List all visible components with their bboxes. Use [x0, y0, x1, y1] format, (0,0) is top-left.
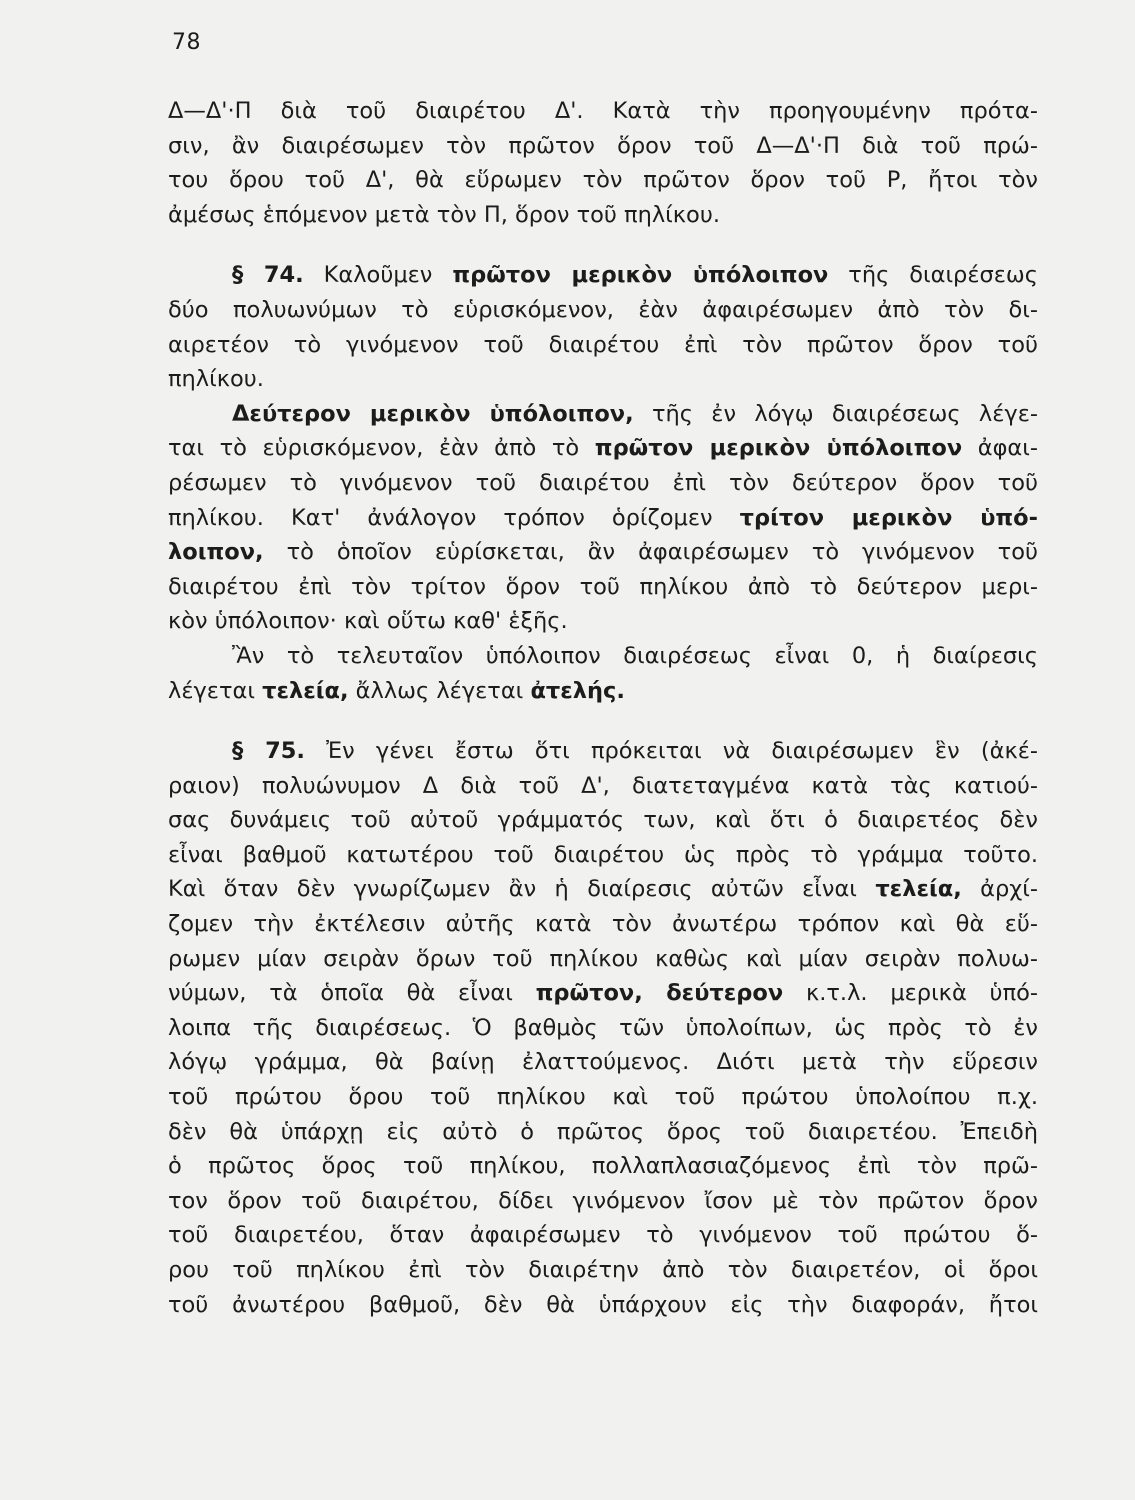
- text-line: Καὶ ὅταν δὲν γνωρίζωμεν ἂν ἡ διαίρεσις αὐτῶν εἶναι τελεία, ἀρχί-: [168, 876, 1038, 903]
- text-line: ται τὸ εὑρισκόμενον, ἐὰν ἀπὸ τὸ πρῶτον μερικὸν ὑπόλοιπον ἀφαι-: [168, 435, 1038, 462]
- text-line: νύμων, τὰ ὁποῖα θὰ εἶναι πρῶτον, δεύτερον κ.τ.λ. μερικὰ ὑπό-: [168, 980, 1039, 1007]
- text-line: ρωμεν μίαν σειρὰν ὅρων τοῦ πηλίκου καθὼς καὶ μίαν σειρὰν πολυω-: [168, 945, 1038, 972]
- text-line: ἀμέσως ἑπόμενον μετὰ τὸν Π, ὅρον τοῦ πηλίκου.: [168, 201, 720, 228]
- text-line: σας δυνάμεις τοῦ αὐτοῦ γράμματός των, καὶ ὅτι ὁ διαιρετέος δὲν: [168, 807, 1038, 834]
- text-line: εἶναι βαθμοῦ κατωτέρου τοῦ διαιρέτου ὡς πρὸς τὸ γράμμα τοῦτο.: [168, 841, 1038, 868]
- text-line: Ἂν τὸ τελευταῖον ὑπόλοιπον διαιρέσεως εἶναι 0, ἡ διαίρεσις: [232, 642, 1038, 669]
- text-line: του ὅρου τοῦ Δ', θὰ εὕρωμεν τὸν πρῶτον ὅρον τοῦ Ρ, ἤτοι τὸν: [168, 167, 1038, 194]
- section-74-heading-line: § 74. Καλοῦμεν πρῶτον μερικὸν ὑπόλοιπον τῆς διαιρέσεως: [232, 262, 1038, 289]
- text-line: πηλίκου.: [168, 366, 264, 393]
- paragraph-second-remainder: [168, 397, 1038, 639]
- paragraph-perfect-division: [168, 639, 1038, 708]
- text-line: κὸν ὑπόλοιπον· καὶ οὕτω καθ' ἑξῆς.: [168, 608, 568, 635]
- text-line: Δεύτερον μερικὸν ὑπόλοιπον, τῆς ἐν λόγῳ διαιρέσεως λέγε-: [232, 400, 1038, 427]
- text-line: τοῦ πρώτου ὅρου τοῦ πηλίκου καὶ τοῦ πρώτου ὑπολοίπου π.χ.: [168, 1084, 1038, 1111]
- section-75-heading-line: § 75. Ἐν γένει ἔστω ὅτι πρόκειται νὰ διαιρέσωμεν ἓν (ἀκέ-: [232, 738, 1038, 765]
- text-line: διαιρέτου ἐπὶ τὸν τρίτον ὅρον τοῦ πηλίκου ἀπὸ τὸ δεύτερον μερι-: [168, 573, 1038, 600]
- text-block: [168, 94, 1038, 1322]
- text-line: λόγῳ γράμμα, θὰ βαίνῃ ἐλαττούμενος. Διότι μετὰ τὴν εὕρεσιν: [168, 1049, 1038, 1076]
- text-line: Δ—Δ'·Π διὰ τοῦ διαιρέτου Δ'. Κατὰ τὴν προηγουμένην πρότα-: [168, 98, 1038, 124]
- text-line: τον ὅρον τοῦ διαιρέτου, δίδει γινόμενον ἴσον μὲ τὸν πρῶτον ὅρον: [168, 1187, 1038, 1214]
- paragraph-74: [168, 258, 1038, 396]
- text-line: δὲν θὰ ὑπάρχῃ εἰς αὐτὸ ὁ πρῶτος ὅρος τοῦ διαιρετέου. Ἐπειδὴ: [168, 1118, 1038, 1145]
- text-line: τοῦ διαιρετέου, ὅταν ἀφαιρέσωμεν τὸ γινόμενον τοῦ πρώτου ὅ-: [168, 1222, 1038, 1249]
- text-line: δύο πολυωνύμων τὸ εὑρισκόμενον, ἐὰν ἀφαιρέσωμεν ἀπὸ τὸν δι-: [168, 296, 1038, 323]
- text-line: πηλίκου. Κατ' ἀνάλογον τρόπον ὁρίζομεν τρίτον μερικὸν ὑπό-: [168, 504, 1038, 531]
- text-line: τοῦ ἀνωτέρου βαθμοῦ, δὲν θὰ ὑπάρχουν εἰς τὴν διαφοράν, ἤτοι: [168, 1291, 1038, 1318]
- text-line: λοιπα τῆς διαιρέσεως. Ὁ βαθμὸς τῶν ὑπολοίπων, ὡς πρὸς τὸ ἐν: [168, 1014, 1038, 1041]
- page-number: 78: [172, 30, 201, 55]
- text-line: ραιον) πολυώνυμον Δ διὰ τοῦ Δ', διατεταγμένα κατὰ τὰς κατιού-: [168, 772, 1038, 799]
- text-line: ρέσωμεν τὸ γινόμενον τοῦ διαιρέτου ἐπὶ τὸν δεύτερον ὅρον τοῦ: [168, 469, 1038, 496]
- paragraph-75: [168, 734, 1038, 1322]
- text-line: ζομεν τὴν ἐκτέλεσιν αὐτῆς κατὰ τὸν ἀνωτέρω τρόπον καὶ θὰ εὕ-: [168, 911, 1038, 938]
- text-line: σιν, ἂν διαιρέσωμεν τὸν πρῶτον ὅρον τοῦ Δ—Δ'·Π διὰ τοῦ πρώ-: [168, 132, 1038, 159]
- paragraph-intro: [168, 94, 1038, 232]
- text-line: λέγεται τελεία, ἄλλως λέγεται ἀτελής.: [168, 677, 625, 704]
- text-line: ὁ πρῶτος ὅρος τοῦ πηλίκου, πολλαπλασιαζόμενος ἐπὶ τὸν πρῶ-: [168, 1153, 1038, 1180]
- text-line: αιρετέον τὸ γινόμενον τοῦ διαιρέτου ἐπὶ τὸν πρῶτον ὅρον τοῦ: [168, 331, 1038, 358]
- text-line: ρου τοῦ πηλίκου ἐπὶ τὸν διαιρέτην ἀπὸ τὸν διαιρετέον, οἱ ὅροι: [168, 1257, 1038, 1283]
- text-line: λοιπον, τὸ ὁποῖον εὑρίσκεται, ἂν ἀφαιρέσωμεν τὸ γινόμενον τοῦ: [168, 539, 1038, 566]
